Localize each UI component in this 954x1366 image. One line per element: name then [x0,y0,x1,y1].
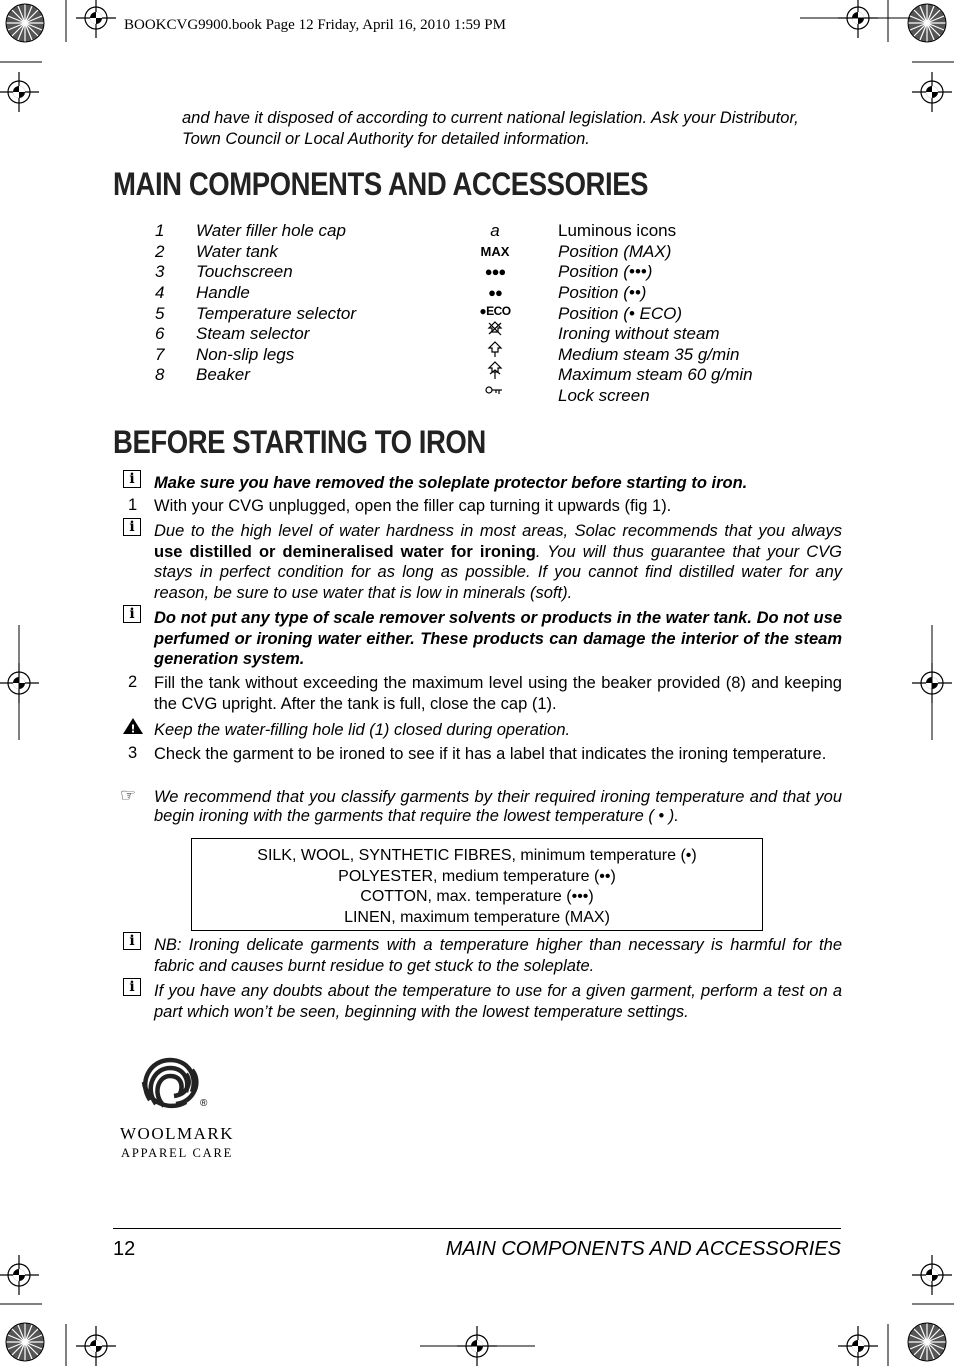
list-item-num: 7 [155,345,165,364]
icon-desc: Maximum steam 60 g/min [558,365,753,384]
intro-paragraph: and have it disposed of according to current national legislation. Ask your Distributor, Town Council or Local Authority for detailed information. [182,109,799,148]
note-test-part: If you have any doubts about the temperature to use for a given garment, perform a test on a part which won’t be seen, beginning with the lowest temperature settings. [154,982,842,1021]
step-number: 1 [128,496,138,514]
icon-desc: Position (•••) [558,262,653,281]
list-item-num: 6 [155,324,165,343]
eco-icon: ●ECO [479,304,511,318]
step-3: Check the garment to be ironed to see if it has a label that indicates the ironing temperature. [154,745,827,763]
note-delicate: NB: Ironing delicate garments with a temperature higher than necessary is harmful for the fabric and causes burnt residue to get stuck to the soleplate. [154,936,842,975]
list-item-num: 4 [155,283,165,302]
pointing-hand-icon: ☞ [120,785,137,805]
woolmark-logo-icon [136,1052,204,1112]
note-water-hardness: Due to the high level of water hardness in most areas, Solac recommends that you always use distilled or demineralised water for ironing. You will thus guarantee that your CVG stays in perfect condition for as long as possible. If you cannot find distilled water for any reason, be sure to use water that is low in minerals (soft). [154,522,842,602]
icon-desc: Ironing without steam [558,324,720,343]
max-icon: MAX [480,244,510,259]
list-item-num: 1 [155,221,165,240]
warning-lid: Keep the water-filling hole lid (1) closed during operation. [154,721,571,739]
icon-desc: Position (••) [558,283,647,302]
step-1: With your CVG unplugged, open the filler cap turning it upwards (fig 1). [154,497,672,515]
step-number: 3 [128,744,138,762]
two-dot-icon: ●● [488,285,502,300]
list-item-num: 3 [155,262,165,281]
three-dot-icon: ●●● [484,264,506,279]
woolmark-name: WOOLMARK [120,1124,234,1143]
footer-title: MAIN COMPONENTS AND ACCESSORIES [445,1238,841,1260]
icon-desc: Medium steam 35 g/min [558,345,740,364]
tip-classify: We recommend that you classify garments by their required ironing temperature and that you begin ironing with the garments that require the lowest temperature ( • ). [154,788,842,825]
info-icon: i [123,932,145,952]
page-number: 12 [113,1238,136,1260]
icon-desc: Position (MAX) [558,242,672,261]
temp-row: COTTON, max. temperature (•••) [360,888,594,905]
registered-mark: ® [200,1098,208,1109]
key-icon [485,386,503,396]
icons-header-symbol: a [490,221,500,240]
section-title-components: MAIN COMPONENTS AND ACCESSORIES [113,166,649,202]
icons-header-label: Luminous icons [558,221,677,240]
info-icon: i [123,978,145,998]
info-icon: i [123,605,145,625]
list-item-name: Temperature selector [196,304,357,323]
step-number: 2 [128,673,138,691]
list-item-num: 5 [155,304,165,323]
footer-rule [113,1228,841,1229]
list-item-name: Handle [196,283,250,302]
list-item-num: 8 [155,365,165,384]
max-steam-icon [486,360,504,380]
warning-icon [122,717,144,735]
svg-text:!: ! [130,722,136,735]
temperature-table [191,838,763,931]
list-item-num: 2 [155,242,165,261]
icon-desc: Lock screen [558,386,650,405]
step-2: Fill the tank without exceeding the maximum level using the beaker provided (8) and keeping the CVG upright. After the tank is full, close the cap (1). [154,674,842,713]
section-title-before: BEFORE STARTING TO IRON [113,424,486,460]
list-item-name: Water filler hole cap [196,221,346,240]
icon-desc: Position (• ECO) [558,304,683,323]
medium-steam-icon [486,340,504,358]
note-scale-remover: Do not put any type of scale remover solvents or products in the water tank. Do not use perfumed or ironing water either. These products can damage the interior of the steam generation system. [154,609,842,668]
print-header: BOOKCVG9900.book Page 12 Friday, April 16, 2010 1:59 PM [124,17,506,33]
list-item-name: Non-slip legs [196,345,295,364]
list-item-name: Touchscreen [196,262,293,281]
info-icon: i [123,518,145,538]
list-item-name: Beaker [196,365,250,384]
temp-row: LINEN, maximum temperature (MAX) [344,908,610,926]
woolmark-subtitle: APPAREL CARE [121,1146,234,1160]
temp-row: POLYESTER, medium temperature (••) [338,867,616,885]
temp-row: SILK, WOOL, SYNTHETIC FIBRES, minimum temperature (•) [257,847,697,864]
list-item-name: Steam selector [196,324,310,343]
info-icon: i [123,470,145,490]
note-soleplate: Make sure you have removed the soleplate protector before starting to iron. [154,474,748,492]
no-steam-icon [486,320,504,338]
list-item-name: Water tank [196,242,278,261]
